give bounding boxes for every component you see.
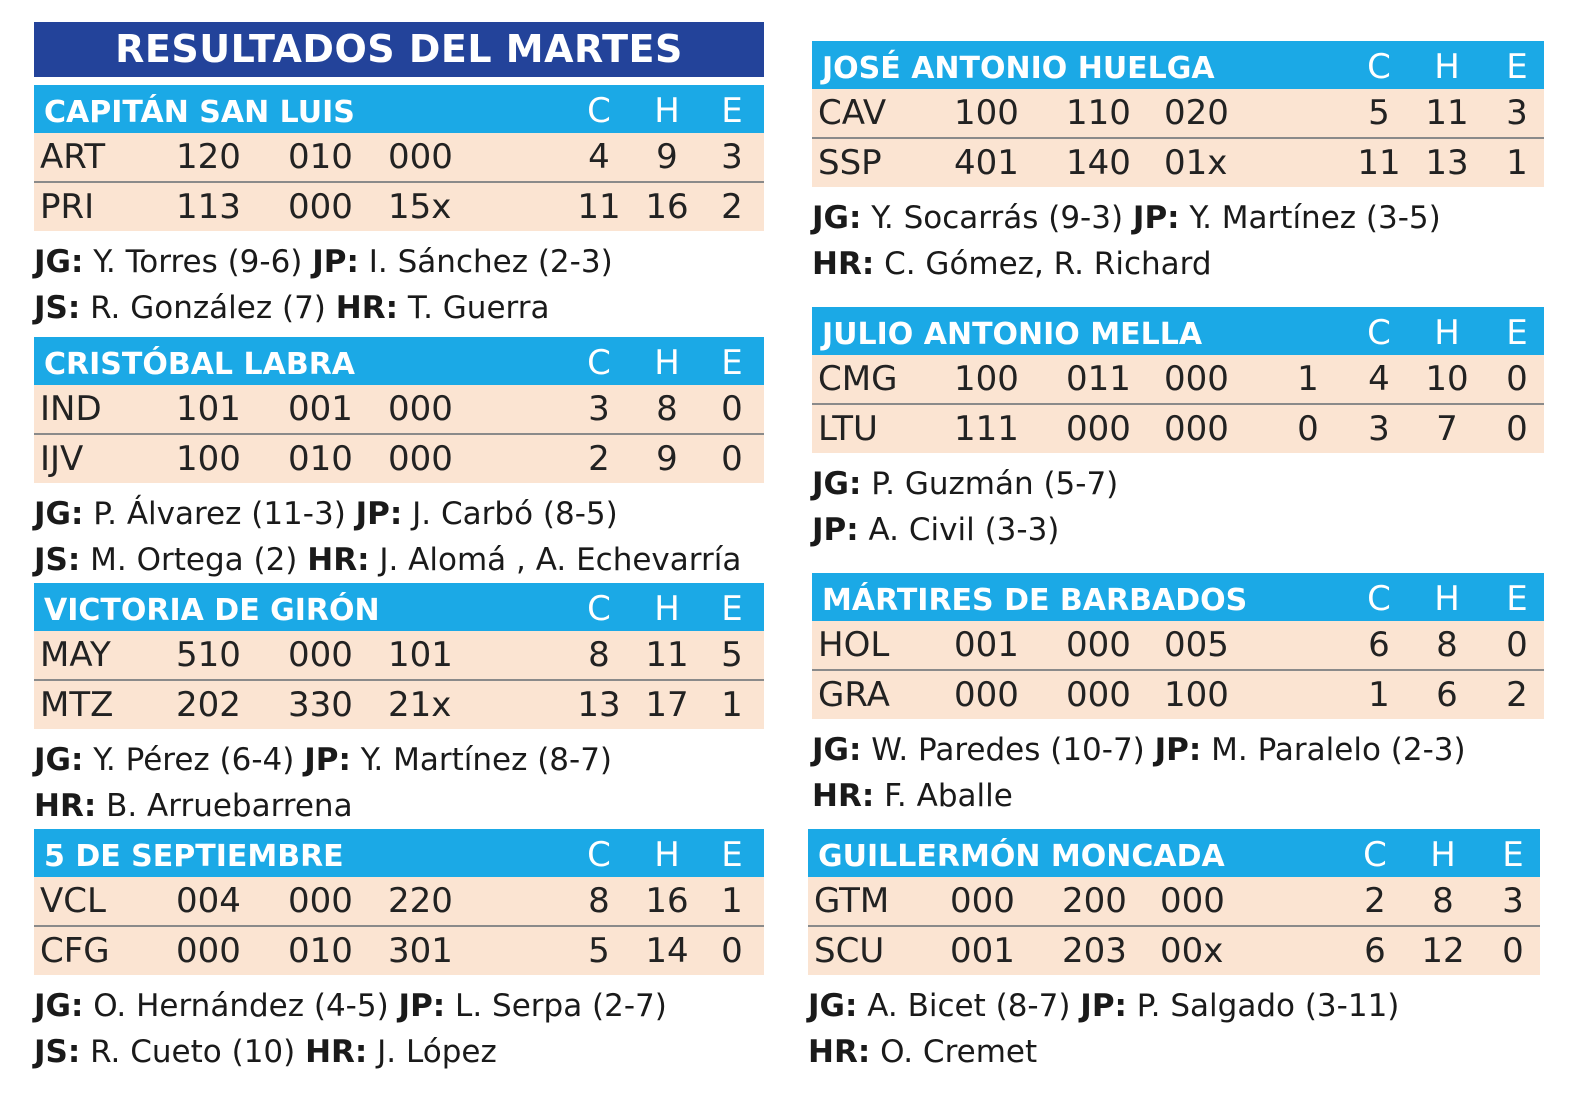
note-label: JP: <box>398 988 446 1024</box>
team-row <box>34 877 764 925</box>
column-header-c: C <box>1367 47 1391 87</box>
team-row <box>34 181 764 231</box>
stadium-name: VICTORIA DE GIRÓN <box>44 593 380 628</box>
note-label: JG: <box>34 988 84 1024</box>
stadium-header <box>34 826 764 877</box>
stadium-header <box>812 570 1544 621</box>
note-label: JP: <box>312 244 359 280</box>
innings-4-6: 110 <box>1066 93 1131 133</box>
linescore <box>34 133 764 231</box>
runs-value: 8 <box>588 635 610 675</box>
notes-line <box>34 783 764 829</box>
hits-value: 7 <box>1436 409 1458 449</box>
team-row <box>812 669 1544 719</box>
innings-4-6: 000 <box>288 635 353 675</box>
errors-value: 0 <box>1502 931 1524 971</box>
runs-value: 5 <box>588 931 610 971</box>
stadium-name: CAPITÁN SAN LUIS <box>44 95 355 130</box>
innings-7-9: 21x <box>388 685 452 725</box>
innings-7-9: 020 <box>1164 93 1229 133</box>
note-value: C. Gómez, R. Richard <box>874 246 1212 282</box>
team-row <box>34 679 764 729</box>
pitching-notes <box>34 239 764 331</box>
column-header-h: H <box>1434 579 1460 619</box>
errors-value: 1 <box>721 881 743 921</box>
note-value: L. Serpa (2-7) <box>445 988 667 1024</box>
errors-value: 0 <box>721 931 743 971</box>
note-value: R. Cueto (10) <box>80 1034 306 1070</box>
column-header-e: E <box>721 91 743 131</box>
innings-4-6: 011 <box>1066 359 1131 399</box>
notes-line <box>808 983 1540 1029</box>
note-label: HR: <box>335 290 398 326</box>
note-value: R. González (7) <box>80 290 336 326</box>
note-value: Y. Martínez (3-5) <box>1179 200 1441 236</box>
stadium-name: CRISTÓBAL LABRA <box>44 347 356 382</box>
linescore <box>812 89 1544 187</box>
column-header-c: C <box>1367 579 1391 619</box>
innings-7-9: 000 <box>1160 881 1225 921</box>
runs-value: 4 <box>1368 359 1390 399</box>
notes-line <box>812 241 1544 287</box>
notes-line <box>34 737 764 783</box>
innings-1-3: 001 <box>950 931 1015 971</box>
team-abbr: CAV <box>818 93 887 133</box>
notes-line <box>812 507 1544 553</box>
errors-value: 2 <box>721 187 743 227</box>
note-value: I. Sánchez (2-3) <box>358 244 613 280</box>
note-value: O. Hernández (4-5) <box>83 988 399 1024</box>
innings-4-6: 140 <box>1066 143 1131 183</box>
stadium-header <box>812 38 1544 89</box>
hits-value: 8 <box>656 389 678 429</box>
note-label: JP: <box>1154 732 1202 768</box>
column-header-h: H <box>1434 47 1460 87</box>
note-value: P. Salgado (3-11) <box>1126 988 1400 1024</box>
runs-value: 3 <box>1368 409 1390 449</box>
errors-value: 2 <box>1506 675 1528 715</box>
team-abbr: HOL <box>818 625 890 665</box>
hits-value: 16 <box>645 187 689 227</box>
extra-innings: 1 <box>1297 359 1319 399</box>
column-header-e: E <box>1506 313 1528 353</box>
note-label: JP: <box>1080 988 1127 1024</box>
innings-4-6: 010 <box>288 931 353 971</box>
column-header-c: C <box>587 835 611 875</box>
note-value: F. Aballe <box>874 778 1013 814</box>
note-label: HR: <box>307 542 370 578</box>
note-label: HR: <box>808 1034 871 1070</box>
stadium-header <box>34 82 764 133</box>
innings-7-9: 000 <box>1164 409 1229 449</box>
note-value: P. Guzmán (5-7) <box>861 466 1119 502</box>
errors-value: 1 <box>1506 143 1528 183</box>
note-label: HR: <box>812 246 875 282</box>
team-abbr: CMG <box>818 359 898 399</box>
innings-7-9: 100 <box>1164 675 1229 715</box>
hits-value: 12 <box>1421 931 1465 971</box>
errors-value: 3 <box>1506 93 1528 133</box>
runs-value: 4 <box>588 137 610 177</box>
linescore <box>34 877 764 975</box>
pitching-notes <box>34 983 764 1075</box>
notes-line <box>34 537 764 583</box>
notes-line <box>808 1029 1540 1075</box>
note-value: Y. Martínez (8-7) <box>350 742 613 778</box>
hits-value: 16 <box>645 881 689 921</box>
note-label: JG: <box>808 988 858 1024</box>
game-box <box>34 826 764 1075</box>
note-label: JS: <box>34 1034 81 1070</box>
innings-4-6: 000 <box>1066 675 1131 715</box>
stadium-header <box>808 826 1540 877</box>
column-header-c: C <box>587 91 611 131</box>
note-label: HR: <box>34 788 97 824</box>
notes-line <box>812 195 1544 241</box>
note-label: JS: <box>34 290 81 326</box>
note-label: JG: <box>34 742 84 778</box>
note-value: O. Cremet <box>870 1034 1038 1070</box>
note-value: J. López <box>367 1034 497 1070</box>
game-box <box>34 580 764 829</box>
team-row <box>34 385 764 433</box>
notes-line <box>34 239 764 285</box>
runs-value: 11 <box>577 187 621 227</box>
hits-value: 11 <box>1425 93 1469 133</box>
innings-1-3: 001 <box>954 625 1019 665</box>
innings-7-9: 101 <box>388 635 453 675</box>
notes-line <box>34 1029 764 1075</box>
column-header-e: E <box>1506 47 1528 87</box>
runs-value: 6 <box>1368 625 1390 665</box>
column-header-e: E <box>721 589 743 629</box>
innings-1-3: 202 <box>176 685 241 725</box>
note-label: JP: <box>355 496 403 532</box>
team-abbr: CFG <box>40 931 110 971</box>
innings-7-9: 000 <box>388 137 453 177</box>
team-row <box>808 877 1540 925</box>
team-row <box>34 133 764 181</box>
column-header-h: H <box>654 343 680 383</box>
team-row <box>808 925 1540 975</box>
runs-value: 2 <box>1364 881 1386 921</box>
innings-4-6: 000 <box>288 187 353 227</box>
game-box <box>812 304 1544 553</box>
linescore <box>812 355 1544 453</box>
runs-value: 3 <box>588 389 610 429</box>
team-row <box>812 137 1544 187</box>
column-header-h: H <box>654 91 680 131</box>
team-row <box>812 403 1544 453</box>
team-row <box>812 621 1544 669</box>
notes-line <box>812 727 1544 773</box>
hits-value: 9 <box>656 439 678 479</box>
innings-1-3: 113 <box>176 187 241 227</box>
notes-line <box>812 773 1544 819</box>
column-header-h: H <box>1430 835 1456 875</box>
team-abbr: SSP <box>818 143 882 183</box>
hits-value: 9 <box>656 137 678 177</box>
note-value: A. Bicet (8-7) <box>857 988 1081 1024</box>
innings-1-3: 120 <box>176 137 241 177</box>
note-label: JG: <box>812 732 862 768</box>
innings-7-9: 01x <box>1164 143 1228 183</box>
note-label: HR: <box>812 778 875 814</box>
notes-line <box>812 461 1544 507</box>
column-header-h: H <box>654 835 680 875</box>
innings-1-3: 101 <box>176 389 241 429</box>
notes-line <box>34 491 764 537</box>
stadium-name: GUILLERMÓN MONCADA <box>818 839 1225 874</box>
note-value: J. Carbó (8-5) <box>402 496 618 532</box>
column-header-e: E <box>1506 579 1528 619</box>
column-header-e: E <box>721 343 743 383</box>
errors-value: 0 <box>1506 625 1528 665</box>
column-header-e: E <box>1502 835 1524 875</box>
stadium-header <box>34 334 764 385</box>
innings-4-6: 010 <box>288 137 353 177</box>
column-header-h: H <box>654 589 680 629</box>
note-value: J. Alomá , A. Echevarría <box>369 542 742 578</box>
game-box <box>34 82 764 331</box>
stadium-name: JOSÉ ANTONIO HUELGA <box>822 51 1215 86</box>
team-abbr: VCL <box>40 881 106 921</box>
innings-7-9: 000 <box>388 389 453 429</box>
stadium-header <box>812 304 1544 355</box>
errors-value: 3 <box>1502 881 1524 921</box>
linescore <box>34 385 764 483</box>
note-value: A. Civil (3-3) <box>858 512 1060 548</box>
team-abbr: SCU <box>814 931 885 971</box>
innings-7-9: 000 <box>388 439 453 479</box>
innings-4-6: 001 <box>288 389 353 429</box>
innings-4-6: 203 <box>1062 931 1127 971</box>
stadium-name: JULIO ANTONIO MELLA <box>822 317 1203 352</box>
note-value: Y. Torres (9-6) <box>83 244 313 280</box>
innings-7-9: 220 <box>388 881 453 921</box>
team-abbr: ART <box>40 137 106 177</box>
game-box <box>812 38 1544 287</box>
team-abbr: IND <box>40 389 102 429</box>
innings-7-9: 15x <box>388 187 452 227</box>
note-label: JG: <box>812 466 862 502</box>
note-label: JP: <box>812 512 859 548</box>
errors-value: 1 <box>721 685 743 725</box>
linescore <box>812 621 1544 719</box>
team-row <box>34 433 764 483</box>
note-label: JP: <box>1132 200 1180 236</box>
game-box <box>812 570 1544 819</box>
note-label: JP: <box>304 742 351 778</box>
notes-line <box>34 983 764 1029</box>
innings-4-6: 000 <box>288 881 353 921</box>
innings-4-6: 000 <box>1066 409 1131 449</box>
note-value: T. Guerra <box>397 290 550 326</box>
team-row <box>34 631 764 679</box>
runs-value: 8 <box>588 881 610 921</box>
pitching-notes <box>34 737 764 829</box>
innings-7-9: 005 <box>1164 625 1229 665</box>
note-label: JG: <box>812 200 862 236</box>
innings-7-9: 00x <box>1160 931 1224 971</box>
team-row <box>34 925 764 975</box>
errors-value: 0 <box>1506 359 1528 399</box>
note-label: JS: <box>34 542 81 578</box>
linescore <box>808 877 1540 975</box>
column-header-h: H <box>1434 313 1460 353</box>
linescore <box>34 631 764 729</box>
runs-value: 1 <box>1368 675 1390 715</box>
innings-1-3: 111 <box>954 409 1019 449</box>
pitching-notes <box>812 727 1544 819</box>
note-value: W. Paredes (10-7) <box>861 732 1155 768</box>
innings-1-3: 000 <box>954 675 1019 715</box>
runs-value: 6 <box>1364 931 1386 971</box>
innings-1-3: 401 <box>954 143 1019 183</box>
hits-value: 13 <box>1425 143 1469 183</box>
runs-value: 5 <box>1368 93 1390 133</box>
stadium-name: 5 DE SEPTIEMBRE <box>44 839 344 874</box>
runs-value: 13 <box>577 685 621 725</box>
hits-value: 11 <box>645 635 689 675</box>
note-value: Y. Pérez (6-4) <box>83 742 305 778</box>
game-box <box>34 334 764 583</box>
notes-line <box>34 285 764 331</box>
errors-value: 0 <box>1506 409 1528 449</box>
hits-value: 14 <box>645 931 689 971</box>
column-header-e: E <box>721 835 743 875</box>
team-abbr: IJV <box>40 439 84 479</box>
column-header-c: C <box>1367 313 1391 353</box>
errors-value: 3 <box>721 137 743 177</box>
pitching-notes <box>34 491 764 583</box>
note-value: Y. Socarrás (9-3) <box>861 200 1133 236</box>
team-row <box>812 89 1544 137</box>
innings-4-6: 000 <box>1066 625 1131 665</box>
note-value: B. Arruebarrena <box>96 788 353 824</box>
innings-4-6: 200 <box>1062 881 1127 921</box>
errors-value: 0 <box>721 389 743 429</box>
game-box <box>808 826 1540 1075</box>
errors-value: 0 <box>721 439 743 479</box>
team-abbr: PRI <box>40 187 95 227</box>
innings-1-3: 000 <box>176 931 241 971</box>
innings-7-9: 000 <box>1164 359 1229 399</box>
runs-value: 2 <box>588 439 610 479</box>
team-abbr: MTZ <box>40 685 114 725</box>
hits-value: 6 <box>1436 675 1458 715</box>
page-title: RESULTADOS DEL MARTES <box>34 22 764 77</box>
column-header-c: C <box>587 343 611 383</box>
note-label: JG: <box>34 496 84 532</box>
note-label: JG: <box>34 244 84 280</box>
pitching-notes <box>812 195 1544 287</box>
runs-value: 11 <box>1357 143 1401 183</box>
hits-value: 8 <box>1432 881 1454 921</box>
note-value: M. Paralelo (2-3) <box>1201 732 1466 768</box>
innings-1-3: 510 <box>176 635 241 675</box>
team-row <box>812 355 1544 403</box>
errors-value: 5 <box>721 635 743 675</box>
innings-7-9: 301 <box>388 931 453 971</box>
innings-1-3: 004 <box>176 881 241 921</box>
innings-4-6: 330 <box>288 685 353 725</box>
team-abbr: GTM <box>814 881 890 921</box>
note-label: HR: <box>305 1034 368 1070</box>
innings-1-3: 000 <box>950 881 1015 921</box>
team-abbr: LTU <box>818 409 878 449</box>
innings-1-3: 100 <box>954 359 1019 399</box>
stadium-name: MÁRTIRES DE BARBADOS <box>822 583 1248 618</box>
column-header-c: C <box>587 589 611 629</box>
hits-value: 10 <box>1425 359 1469 399</box>
innings-1-3: 100 <box>954 93 1019 133</box>
hits-value: 17 <box>645 685 689 725</box>
stadium-header <box>34 580 764 631</box>
pitching-notes <box>812 461 1544 553</box>
column-header-c: C <box>1363 835 1387 875</box>
extra-innings: 0 <box>1297 409 1319 449</box>
team-abbr: MAY <box>40 635 111 675</box>
innings-1-3: 100 <box>176 439 241 479</box>
innings-4-6: 010 <box>288 439 353 479</box>
pitching-notes <box>808 983 1540 1075</box>
note-value: P. Álvarez (11-3) <box>83 496 356 532</box>
team-abbr: GRA <box>818 675 890 715</box>
hits-value: 8 <box>1436 625 1458 665</box>
note-value: M. Ortega (2) <box>80 542 308 578</box>
